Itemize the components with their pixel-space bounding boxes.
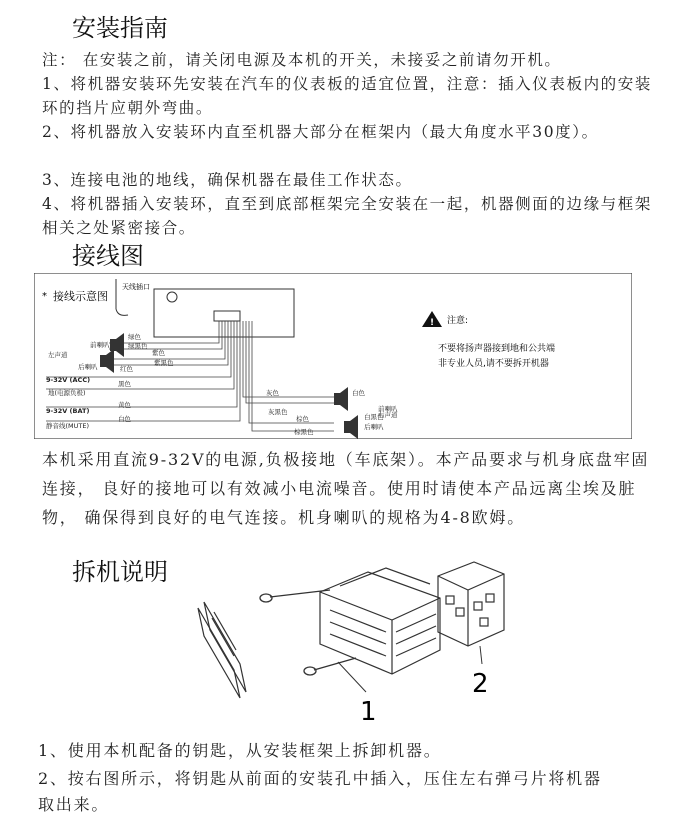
chassis-illustration <box>320 568 440 674</box>
wiring-title: 接线示意图 <box>53 290 108 303</box>
right-channel-label: 右声道 <box>378 411 398 419</box>
rear-speaker-left-label: 后喇叭 <box>78 363 98 371</box>
wire-green-black-label: 绿黑色 <box>128 342 148 350</box>
warning-line-1: 不要将扬声器接到地和公共端 <box>438 344 556 354</box>
wire-brown-black-label: 棕黑色 <box>294 428 314 436</box>
wire-gray-label: 灰色 <box>266 389 279 397</box>
power-paragraph: 本机采用直流9-32V的电源,负极接地（车底架）。本产品要求与机身底盘牢固连接， 良好的接地可以有效减小电流噪音。使用时请使本产品远离尘埃及脏物， 确保得到良好的电气连接。机身喇叭的规格为4-8欧姆。 <box>42 450 650 527</box>
wire-black-label: 黑色 <box>118 380 131 388</box>
wire-brown-label: 棕色 <box>296 415 309 423</box>
antenna-label: 天线插口 <box>122 283 150 291</box>
mounting-frame-illustration <box>438 562 504 646</box>
callout-label-2: 2 <box>472 669 489 699</box>
install-step-4: 4、将机器插入安装环，直至到底部框架完全安装在一起，机器侧面的边缘与框架相关之处紧密接合。 <box>42 195 652 237</box>
wiring-title-star: * <box>42 291 47 302</box>
callout-label-1: 1 <box>360 697 377 724</box>
speaker-front-right-icon <box>334 393 340 405</box>
wire-purple-label: 紫色 <box>152 349 165 357</box>
wire-green-label: 绿色 <box>128 333 141 341</box>
wire-white-black-label: 白黑色 <box>364 413 384 421</box>
wire-white-label: 白色 <box>118 415 131 423</box>
upper-key <box>270 590 330 597</box>
warning-line-2: 非专业人员,请不要拆开机器 <box>438 359 549 369</box>
wire-yellow-label: 黄色 <box>118 401 131 409</box>
wiring-heading: 接线图 <box>72 242 144 270</box>
wire-gray-black-label: 灰黑色 <box>268 408 288 416</box>
disassembly-illustration <box>190 552 510 724</box>
install-note: 注： 在安装之前，请关闭电源及本机的开关，未接妥之前请勿开机。 <box>42 51 562 69</box>
front-panel-illustration <box>198 602 246 698</box>
install-step-3: 3、连接电池的地线，确保机器在最佳工作状态。 <box>42 171 413 189</box>
upper-key-grip <box>260 594 272 602</box>
wiring-diagram <box>34 273 632 439</box>
left-channel-label: 左声道 <box>48 351 68 359</box>
front-speaker-left-label: 前喇叭 <box>90 341 110 349</box>
speaker-front-left-icon <box>110 339 116 351</box>
ground-label: 地(电源负极) <box>48 389 86 397</box>
callout-line-2 <box>480 646 482 664</box>
install-step-2: 2、将机器放入安装环内直至机器大部分在框架内（最大角度水平30度）。 <box>42 123 599 141</box>
bat-label: 9-32V (BAT) <box>46 407 90 415</box>
wire-purple-black-label: 紫黑色 <box>154 359 174 367</box>
wire-red-label: 红色 <box>120 365 133 373</box>
speaker-rear-left-icon <box>100 355 106 367</box>
disassembly-heading: 拆机说明 <box>72 558 168 586</box>
mute-label: 静音线(MUTE) <box>46 422 90 430</box>
removal-keys <box>260 590 356 675</box>
warning-icon-mark: ! <box>430 318 435 328</box>
lower-key-grip <box>304 667 316 675</box>
install-step-1: 1、将机器安装环先安装在汽车的仪表板的适宜位置，注意：插入仪表板内的安装环的挡片应朝外弯曲。 <box>42 75 652 117</box>
disassembly-step-2: 2、按右图所示，将钥匙从前面的安装孔中插入，压住左右弹弓片将机器取出来。 <box>38 769 602 814</box>
install-heading: 安装指南 <box>72 14 168 42</box>
lower-key <box>314 658 356 670</box>
warning-title: 注意: <box>447 316 469 326</box>
speaker-rear-right-icon <box>344 421 350 433</box>
front-speaker-right-label: 前喇叭 <box>378 405 398 413</box>
callout-line-1 <box>338 662 366 692</box>
wire-white-right-label: 白色 <box>352 389 365 397</box>
rear-speaker-right-label: 后喇叭 <box>364 423 384 431</box>
acc-label: 9-32V (ACC) <box>46 376 91 384</box>
disassembly-step-1: 1、使用本机配备的钥匙，从安装框架上拆卸机器。 <box>38 741 442 760</box>
